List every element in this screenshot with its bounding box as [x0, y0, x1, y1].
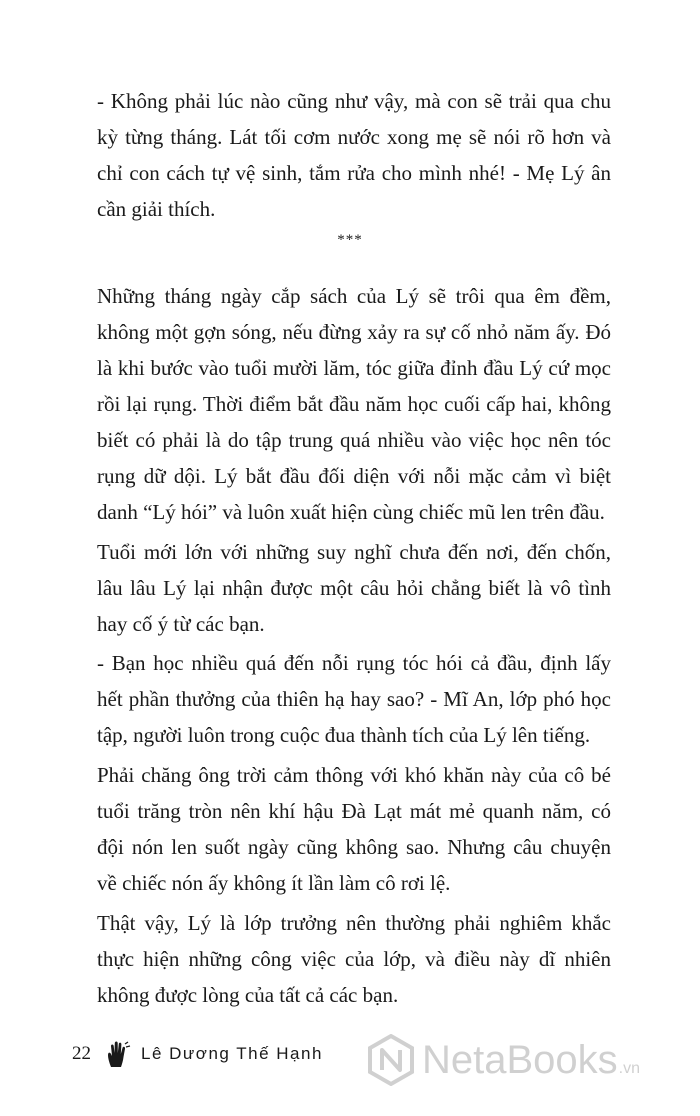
- text-line: danh “Lý hói” và luôn xuất hiện cùng chiếc mũ len trên đầu.: [97, 500, 605, 524]
- section-separator: ***: [337, 232, 363, 248]
- paragraph-1: [97, 83, 611, 227]
- text-line: rụng dữ dội. Lý bắt đầu đối diện với nỗi mặc cảm vì biệt: [97, 464, 611, 488]
- text-line: tuổi trăng tròn nên khí hậu Đà Lạt mát mẻ quanh năm, có: [97, 799, 611, 823]
- paragraph-3: [97, 534, 611, 642]
- text-line: không một gợn sóng, nếu đừng xảy ra sự cố nhỏ năm ấy. Đó: [97, 320, 611, 344]
- text-line: - Bạn học nhiều quá đến nỗi rụng tóc hói cả đầu, định lấy: [97, 651, 611, 675]
- paragraph-4: [97, 645, 611, 753]
- text-line: không được lòng của tất cả các bạn.: [97, 983, 399, 1007]
- page-footer: [72, 1036, 323, 1072]
- text-line: chỉ con cách tự vệ sinh, tắm rửa cho mình nhé! - Mẹ Lý ân: [97, 161, 611, 185]
- paragraph-2: [97, 278, 611, 530]
- netabooks-logo-icon: [368, 1034, 414, 1086]
- text-line: hay cố ý từ các bạn.: [97, 612, 265, 636]
- text-line: rồi lại rụng. Thời điểm bắt đầu năm học cuối cấp hai, không: [97, 392, 611, 416]
- author-name: Lê Dương Thế Hạnh: [141, 1044, 323, 1063]
- text-line: thực hiện những công việc của lớp, và điều này dĩ nhiên: [97, 947, 611, 971]
- page-number: 22: [72, 1043, 91, 1064]
- text-line: lâu lâu Lý lại nhận được một câu hỏi chẳng biết là vô tình: [97, 576, 611, 600]
- text-line: Thật vậy, Lý là lớp trưởng nên thường phải nghiêm khắc: [97, 911, 611, 935]
- paragraph-6: [97, 905, 611, 1013]
- text-line: tập, người luôn trong cuộc đua thành tích của Lý lên tiếng.: [97, 723, 591, 747]
- hand-icon: [105, 1040, 131, 1068]
- text-line: hết phần thưởng của thiên hạ hay sao? - Mĩ An, lớp phó học: [97, 687, 611, 711]
- watermark-suffix: .vn: [618, 1060, 641, 1077]
- text-line: đội nón len suốt ngày cũng không sao. Nhưng câu chuyện: [97, 835, 611, 859]
- text-line: biết có phải là do tập trung quá nhiều vào việc học nên tóc: [97, 428, 611, 452]
- text-line: Những tháng ngày cắp sách của Lý sẽ trôi qua êm đềm,: [97, 284, 611, 308]
- text-line: về chiếc nón ấy không ít lần làm cô rơi lệ.: [97, 871, 451, 895]
- netabooks-watermark: [368, 1030, 640, 1090]
- paragraph-5: [97, 757, 611, 901]
- watermark-text: NetaBooks: [422, 1037, 618, 1082]
- text-line: là khi bước vào tuổi mười lăm, tóc giữa đỉnh đầu Lý cứ mọc: [97, 356, 611, 380]
- text-line: - Không phải lúc nào cũng như vậy, mà con sẽ trải qua chu: [97, 89, 611, 113]
- text-line: kỳ từng tháng. Lát tối cơm nước xong mẹ sẽ nói rõ hơn và: [97, 125, 611, 149]
- text-line: Tuổi mới lớn với những suy nghĩ chưa đến nơi, đến chốn,: [97, 540, 611, 564]
- text-line: cần giải thích.: [97, 197, 216, 221]
- text-line: Phải chăng ông trời cảm thông với khó khăn này của cô bé: [97, 763, 611, 787]
